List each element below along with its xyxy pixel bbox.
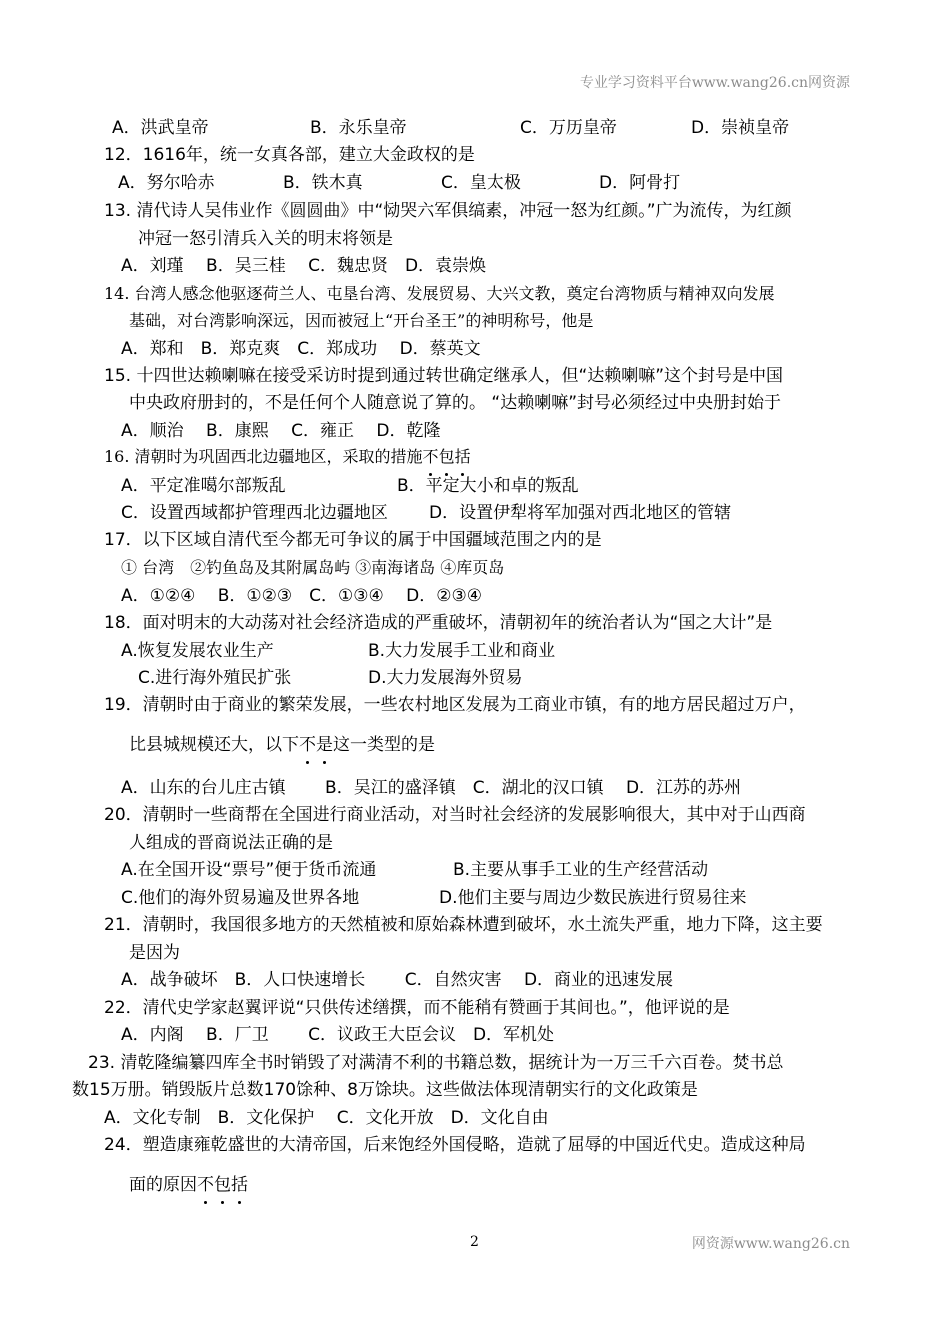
q16-stem [104, 446, 471, 468]
q16-option-b: B．平定大小和卓的叛乱 [397, 476, 579, 496]
q11-option-a: A．洪武皇帝 [112, 118, 209, 138]
q14-stem-line2: 基础，对台湾影响深远，因而被冠上“开台圣王”的神明称号，他是 [129, 311, 594, 330]
q18-option-b: B.大力发展手工业和商业 [368, 641, 556, 661]
q21-stem-line1: 21．清朝时，我国很多地方的天然植被和原始森林遭到破坏，水土流失严重，地力下降，这主要 [104, 915, 823, 935]
q19-emphasis [299, 735, 333, 755]
q17-options: A．①②④ B．①②③ C．①③④ D．②③④ [121, 586, 482, 606]
q16-option-d: D．设置伊犁将军加强对西北地区的管辖 [429, 503, 732, 523]
q12-option-b: B．铁木真 [283, 173, 363, 193]
q20-stem-line2: 人组成的晋商说法正确的是 [129, 833, 333, 853]
q23-stem-line2: 数15万册。销毁版片总数170馀种、8万馀块。这些做法体现清朝实行的文化政策是 [72, 1080, 698, 1100]
page-footer-site: 网资源www.wang26.cn [691, 1236, 850, 1252]
q11-option-b: B．永乐皇帝 [310, 118, 407, 138]
q12-option-c: C．皇太极 [441, 173, 521, 193]
emphasis-char: 包 [214, 1175, 231, 1195]
q24-stem-text: 面的原因 [129, 1175, 197, 1195]
q17-stem: 17．以下区域自清代至今都无可争议的属于中国疆域范围之内的是 [104, 530, 602, 550]
q13-stem-line2: 冲冠一怒引清兵入关的明末将领是 [138, 229, 393, 249]
q14-options: A．郑和 B．郑克爽 C．郑成功 D．蔡英文 [121, 339, 481, 359]
emphasis-char: 是 [316, 735, 333, 755]
q21-options: A．战争破坏 B．人口快速增长 C．自然灾害 D．商业的迅速发展 [121, 970, 674, 990]
q13-options: A．刘瑾 B．吴三桂 C．魏忠贤 D．袁崇焕 [121, 256, 487, 276]
q20-option-d: D.他们主要与周边少数民族进行贸易往来 [439, 888, 747, 908]
emphasis-char: 包 [438, 447, 455, 466]
q23-options: A．文化专制 B．文化保护 C．文化开放 D．文化自由 [104, 1108, 549, 1128]
q12-option-d: D．阿骨打 [599, 173, 681, 193]
q19-stem-line1: 19．清朝时由于商业的繁荣发展，一些农村地区发展为工商业市镇，有的地方居民超过万户， [104, 695, 806, 715]
q20-stem-line1: 20．清朝时一些商帮在全国进行商业活动，对当时社会经济的发展影响很大，其中对于山西商 [104, 805, 806, 825]
q18-option-a: A.恢复发展农业生产 [121, 641, 274, 661]
q20-option-a: A.在全国开设“票号”便于货币流通 [121, 860, 377, 880]
q13-stem-line1: 13. 清代诗人吴伟业作《圆圆曲》中“恸哭六军俱缟素，冲冠一怒为红颜。”广为流传，为红颜 [104, 201, 792, 221]
emphasis-char: 不 [299, 735, 316, 755]
page-number: 2 [470, 1234, 479, 1250]
q21-stem-line2: 是因为 [129, 943, 180, 963]
q19-stem-line2 [129, 734, 435, 756]
emphasis-char: 括 [231, 1175, 248, 1195]
page-header-site: 专业学习资料平台www.wang26.cn网资源 [579, 75, 850, 91]
q15-stem-line2: 中央政府册封的，不是任何个人随意说了算的。 “达赖喇嘛”封号必须经过中央册封始于 [129, 393, 782, 413]
q16-stem-text: 16. 清朝时为巩固西北边疆地区，采取的措施 [104, 447, 423, 466]
q24-emphasis [197, 1175, 248, 1195]
emphasis-char: 不 [197, 1175, 214, 1195]
q18-option-c: C.进行海外殖民扩张 [138, 668, 292, 688]
q11-option-d: D．崇祯皇帝 [691, 118, 790, 138]
q19-stem-text: 比县城规模还大，以下 [129, 735, 299, 755]
q12-stem: 12．1616年，统一女真各部，建立大金政权的是 [104, 145, 475, 165]
q22-options: A．内阁 B．厂卫 C．议政王大臣会议 D．军机处 [121, 1025, 555, 1045]
q11-option-c: C．万历皇帝 [520, 118, 617, 138]
q12-option-a: A．努尔哈赤 [118, 173, 215, 193]
q18-stem: 18．面对明末的大动荡对社会经济造成的严重破坏，清朝初年的统治者认为“国之大计”是 [104, 613, 773, 633]
q15-options: A．顺治 B．康熙 C．雍正 D．乾隆 [121, 421, 441, 441]
q16-option-c: C．设置西域都护管理西北边疆地区 [121, 503, 388, 523]
q24-stem-line2 [129, 1174, 248, 1196]
q22-stem: 22．清代史学家赵翼评说“只供传述缮撰，而不能稍有赞画于其间也。”，他评说的是 [104, 998, 730, 1018]
q16-emphasis [423, 447, 471, 466]
q20-option-b: B.主要从事手工业的生产经营活动 [453, 860, 709, 880]
emphasis-char: 不 [422, 447, 439, 466]
q16-option-a: A．平定准噶尔部叛乱 [121, 476, 286, 496]
q17-items: ① 台湾 ②钓鱼岛及其附属岛屿 ③南海诸岛 ④库页岛 [121, 558, 505, 577]
q23-stem-line1: 23. 清乾隆编纂四库全书时销毁了对满清不利的书籍总数，据统计为一万三千六百卷。焚书总 [88, 1053, 784, 1073]
q15-stem-line1: 15. 十四世达赖喇嘛在接受采访时提到通过转世确定继承人，但“达赖喇嘛”这个封号是中国 [104, 366, 784, 386]
q24-stem-line1: 24．塑造康雍乾盛世的大清帝国，后来饱经外国侵略，造就了屈辱的中国近代史。造成这种局 [104, 1135, 806, 1155]
q20-option-c: C.他们的海外贸易遍及世界各地 [121, 888, 360, 908]
q14-stem-line1: 14. 台湾人感念他驱逐荷兰人、屯垦台湾、发展贸易、大兴文教，奠定台湾物质与精神双向发展 [104, 284, 775, 303]
q18-option-d: D.大力发展海外贸易 [368, 668, 523, 688]
q19-options: A．山东的台儿庄古镇 B．吴江的盛泽镇 C．湖北的汉口镇 D．江苏的苏州 [121, 778, 742, 798]
q19-stem-tail: 这一类型的是 [333, 735, 435, 755]
emphasis-char: 括 [454, 447, 471, 466]
